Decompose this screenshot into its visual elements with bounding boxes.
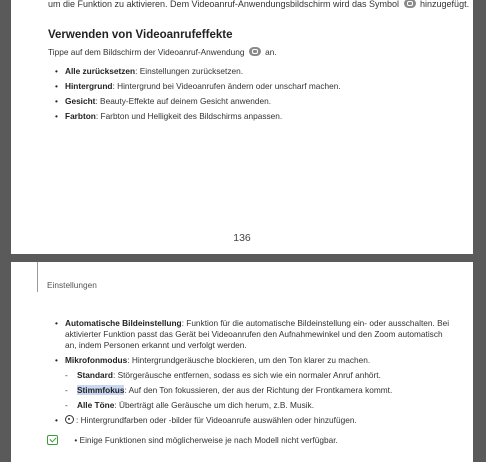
list-item-background: • : Hintergrundfarben oder -bilder für Videoanrufe auswählen oder hinzufügen. [55,415,455,426]
settings-list [55,318,455,430]
list-item: • Farbton: Farbton und Helligkeit des Bildschirms anpassen. [55,111,341,122]
list-item: • Gesicht: Beauty-Effekte auf deinem Gesicht anwenden. [55,96,341,107]
note-check-icon [47,435,58,445]
page-number: 136 [233,232,251,244]
highlighted-term: Stimmfokus [77,385,125,395]
section-header: Einstellungen [47,280,97,290]
document-page-136 [11,0,473,254]
list-item-mic-mode: • Mikrofonmodus: Hintergrundgeräusche blockieren, um den Ton klarer zu machen. - Standard: Störgeräusche entfernen, sodass es sich wie ein normaler Anruf anhört. - Stimmfokus: Auf den Ton fokussieren, der aus der Richtung der Frontkamera kommt. - Alle Töne: Überträgt alle Geräusche um dich herum, z.B. Musik. [55,355,455,411]
paragraph-continuation: um die Funktion zu aktivieren. Dem Videoanruf-Anwendungsbildschirm wird das Symbol hinzugefügt. [48,0,470,9]
mic-option-standard: - Standard: Störgeräusche entfernen, sodass es sich wie ein normaler Anruf anhört. [65,370,455,381]
gear-icon [65,415,74,424]
section-heading: Verwenden von Videoanrufeffekte [48,29,233,41]
header-rule [37,262,38,292]
list-item: • Hintergrund: Hintergrund bei Videoanrufen ändern oder unscharf machen. [55,81,341,92]
list-item-auto-image: • Automatische Bildeinstellung: Funktion für die automatische Bildeinstellung ein- oder ausschalten. Bei aktivierter Funktion passt das Gerät bei Videoanrufen den Aufnahmewinkel und den Zoom automatisch an, indem Personen erkannt und verfolgt werden. [55,318,455,351]
video-effects-icon [404,0,416,8]
mic-option-all-sounds: - Alle Töne: Überträgt alle Geräusche um dich herum, z.B. Musik. [65,400,455,411]
intro-text: Tippe auf dem Bildschirm der Videoanruf-Anwendung an. [48,47,277,57]
effects-list [55,66,341,126]
note: • Einige Funktionen sind möglicherweise je nach Modell nicht verfügbar. [47,435,338,445]
video-effects-icon [249,47,261,56]
list-item: • Alle zurücksetzen: Einstellungen zurücksetzen. [55,66,341,77]
document-page-137 [11,262,473,462]
mic-option-voice-focus: - Stimmfokus: Auf den Ton fokussieren, der aus der Richtung der Frontkamera kommt. [65,385,455,396]
